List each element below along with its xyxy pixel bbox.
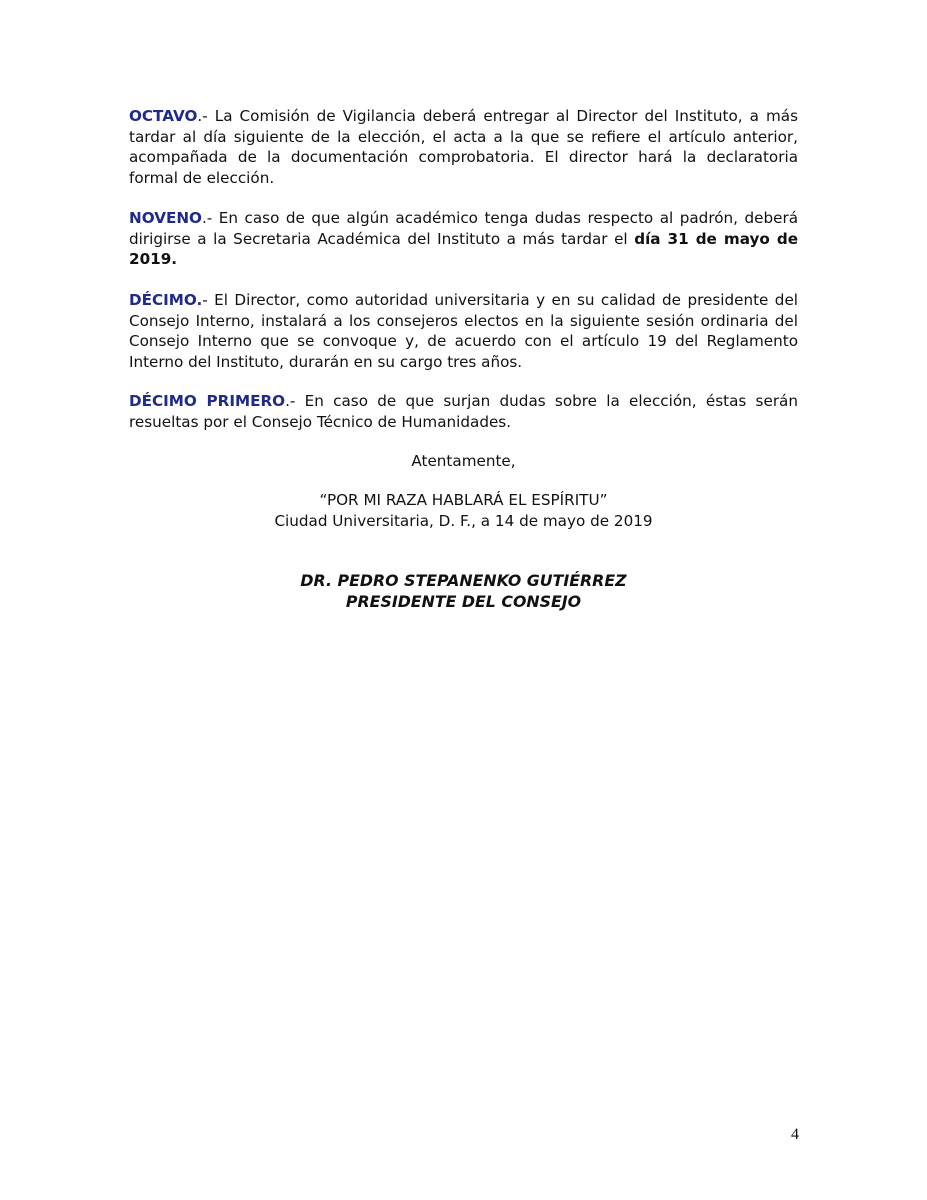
clause-noveno: [129, 208, 798, 270]
clause-separator: .-: [201, 209, 219, 227]
clause-heading-decimo: DÉCIMO.: [129, 291, 203, 309]
clause-decimo: [129, 290, 798, 372]
clause-decimo-primero: [129, 391, 798, 432]
page-number: 4: [791, 1126, 799, 1143]
clause-text-decimo: El Director, como autoridad universitaria y en su calidad de presidente del Consejo Interno, instalará a los consejeros electos en la siguiente sesión ordinaria del Consejo Interno que se convoque y, de acuerdo con el artículo 19 del Reglamento Interno del Instituto, durarán en su cargo tres años.: [129, 291, 799, 371]
clause-heading-octavo: OCTAVO: [129, 107, 198, 125]
signatory-title: PRESIDENTE DEL CONSEJO: [345, 592, 582, 611]
signatory-name: DR. PEDRO STEPANENKO GUTIÉRREZ: [300, 571, 627, 590]
clause-deadline-date: día 31 de mayo de 2019.: [129, 229, 798, 269]
clause-separator: .-: [285, 392, 305, 410]
closing-salutation: Atentamente,: [411, 452, 516, 470]
clause-separator: -: [202, 291, 215, 309]
clause-text-octavo: La Comisión de Vigilancia deberá entregar al Director del Instituto, a más tardar al día siguiente de la elección, el acta a la que se refiere el artículo anterior, acompañada de la documentación comprobatoria. El director hará la declaratoria formal de elección.: [129, 107, 799, 187]
place-and-date: Ciudad Universitaria, D. F., a 14 de mayo de 2019: [274, 512, 653, 530]
clause-text-noveno: En caso de que algún académico tenga dudas respecto al padrón, deberá dirigirse a la Secretaria Académica del Instituto a más tardar el: [129, 209, 798, 248]
university-motto: “POR MI RAZA HABLARÁ EL ESPÍRITU”: [319, 491, 608, 509]
clause-octavo: [129, 106, 798, 188]
clause-heading-noveno: NOVENO: [129, 209, 202, 227]
clause-text-decimo-primero: En caso de que surjan dudas sobre la elección, éstas serán resueltas por el Consejo Técnico de Humanidades.: [129, 392, 798, 431]
clause-heading-decimo-primero: DÉCIMO PRIMERO: [129, 392, 286, 410]
clause-separator: .-: [197, 107, 215, 125]
